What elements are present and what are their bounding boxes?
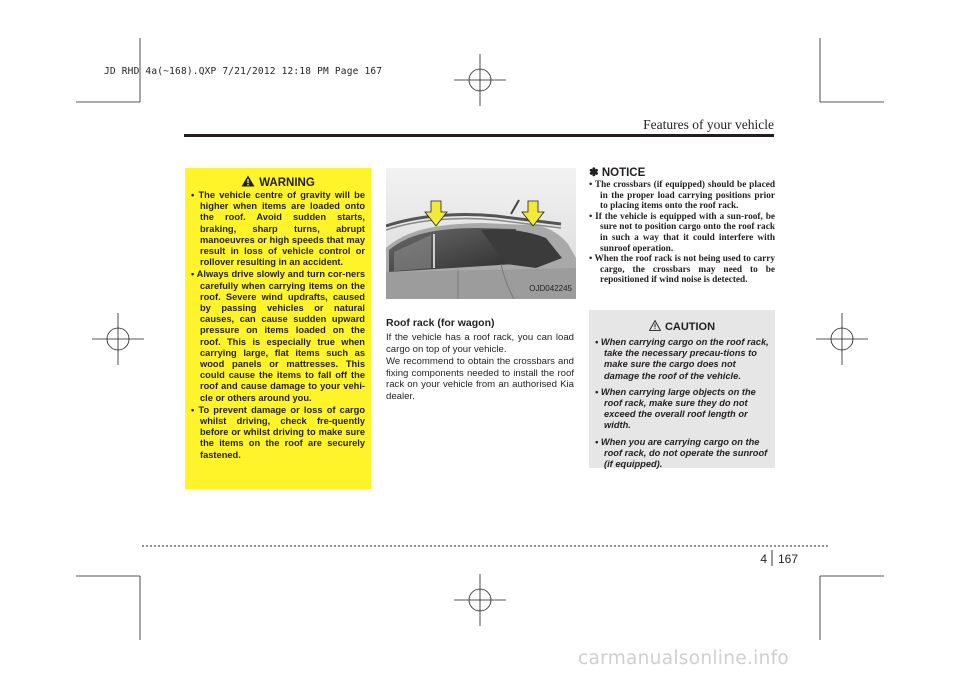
caution-heading-row xyxy=(589,320,775,333)
car-roof-illustration xyxy=(386,168,576,299)
registration-mark-left xyxy=(92,313,144,365)
warning-item-1: • The vehicle centre of gravity will be higher when items are loaded onto the roof. Avoid sudden starts, braking, sharp turns, abrupt manoeuvres or high speeds that may result in loss of vehicle control or rollover resulting in an accident. xyxy=(191,190,365,268)
roof-rack-heading: Roof rack (for wagon) xyxy=(386,317,495,329)
roof-rack-photo xyxy=(386,168,576,299)
warning-heading: WARNING xyxy=(259,177,315,189)
warning-heading-row xyxy=(185,175,371,189)
header-rule xyxy=(184,134,774,137)
notice-item-2: • If the vehicle is equipped with a sun-roof, be sure not to position cargo onto the roof rack in such a way that it could interfere with sunroof operation. xyxy=(589,211,775,254)
page-number: 167 xyxy=(778,552,799,566)
warning-item-3: • To prevent damage or loss of cargo whilst driving, check fre-quently before or whilst driving to make sure the items on the roof are securely fastened. xyxy=(191,404,365,460)
warning-box xyxy=(185,168,371,489)
notice-list xyxy=(589,180,775,286)
photo-code: OJD042245 xyxy=(529,284,572,293)
warning-list xyxy=(191,190,365,462)
notice-item-3: • When the roof rack is not being used to carry cargo, the crossbars may need to be repositioned if wind noise is detected. xyxy=(589,254,775,286)
caution-heading: CAUTION xyxy=(664,321,716,333)
section-title: Features of your vehicle xyxy=(643,117,774,132)
caution-box xyxy=(589,310,775,468)
caution-triangle-icon xyxy=(649,320,661,331)
warning-triangle-icon xyxy=(241,175,255,187)
registration-mark-top xyxy=(454,54,506,106)
footer-watermark-url: carmanualsonline.info xyxy=(578,648,790,669)
registration-mark-bottom xyxy=(454,574,506,626)
caution-list xyxy=(595,337,769,475)
roof-rack-paragraph-1: If the vehicle has a roof rack, you can load cargo on top of your vehicle. xyxy=(386,332,574,355)
caution-item-2: • When carrying large objects on the roof rack, make sure they do not exceed the overall roof length or width. xyxy=(595,386,756,431)
warning-item-2: • Always drive slowly and turn cor-ners carefully when carrying items on the roof. Severe wind updrafts, caused by passing vehicles or natural causes, can cause sudden upward pressure on items loaded on the roof. This is especially true when carrying large, flat items such as wood panels or mattresses. This could cause the items to fall off the roof and cause damage to your vehi-cle or others around you. xyxy=(191,269,365,403)
roof-rack-paragraph-2: We recommend to obtain the crossbars and fixing components needed to install the roof rack on your vehicle from an authorised Kia dealer. xyxy=(386,356,574,402)
notice-item-1: • The crossbars (if equipped) should be placed in the proper load carrying positions prior to placing items onto the roof rack. xyxy=(589,180,775,212)
print-slug: JD RHD 4a(~168).QXP 7/21/2012 12:18 PM Page 167 xyxy=(104,66,383,77)
caution-item-3: • When you are carrying cargo on the roof rack, do not operate the sunroof (if equipped). xyxy=(595,436,768,470)
notice-heading: ✽ NOTICE xyxy=(589,167,646,179)
page-chapter: 4 xyxy=(760,552,767,566)
registration-mark-right xyxy=(816,313,868,365)
caution-item-1: • When carrying cargo on the roof rack, take the necessary precau-tions to make sure the cargo does not damage the roof of the vehicle. xyxy=(595,337,769,381)
